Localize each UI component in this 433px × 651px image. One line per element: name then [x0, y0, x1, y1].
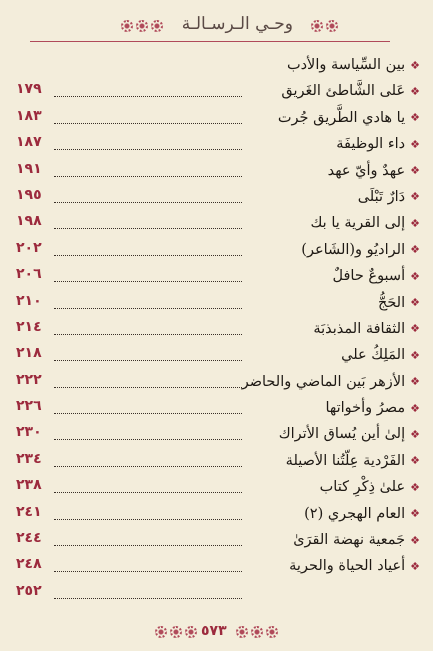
header-rule [30, 41, 390, 42]
toc-entry [333, 268, 420, 284]
diamond-bullet-icon: ❖ [410, 559, 420, 573]
toc-row [14, 264, 420, 290]
toc-row [14, 422, 420, 448]
toc-page-number: ٢٠٢ [16, 239, 42, 256]
toc-page-number: ٢٥٢ [16, 582, 42, 599]
toc-row [14, 211, 420, 237]
toc-page-number: ١٧٩ [16, 81, 42, 98]
dotted-leader [54, 149, 242, 150]
toc-entry-title: يا هادي الطَّريق جُرت [277, 109, 406, 126]
diamond-bullet-icon: ❖ [410, 216, 420, 230]
toc-entry-title: الثقافة المذبذبَة [313, 320, 406, 337]
running-header [0, 14, 433, 42]
dotted-leader [54, 413, 242, 414]
toc-page-number: ١٨٣ [16, 107, 42, 124]
diamond-bullet-icon: ❖ [410, 58, 420, 72]
dotted-leader [54, 360, 242, 361]
dotted-leader [54, 255, 242, 256]
toc-row [14, 343, 420, 369]
toc-entry-title: جَمعية نهضة القرَىٰ [293, 532, 406, 549]
rosette-ornament-icon [170, 626, 182, 638]
toc-row [14, 53, 420, 79]
toc-page-number: ١٩٥ [16, 186, 42, 203]
rosette-ornament-icon [185, 626, 197, 638]
diamond-bullet-icon: ❖ [410, 375, 420, 389]
toc-page-number: ٢٤٤ [16, 530, 42, 547]
toc-entry-title: أسبوعٌ حافلٌ [332, 268, 406, 285]
diamond-bullet-icon: ❖ [410, 84, 420, 98]
running-header-title: وحـي الـرسـالـة [181, 14, 293, 34]
toc-page-number: ٢٣٨ [16, 477, 42, 494]
dotted-leader [54, 387, 242, 388]
diamond-bullet-icon: ❖ [410, 533, 420, 547]
toc-page-number: ٢٣٤ [16, 450, 42, 467]
toc-row [14, 554, 420, 580]
diamond-bullet-icon: ❖ [410, 269, 420, 283]
toc-page-number: ٢٣٠ [16, 424, 42, 441]
diamond-bullet-icon: ❖ [410, 480, 420, 494]
toc-entry-title: العام الهجري (٢) [304, 505, 406, 522]
diamond-bullet-icon: ❖ [410, 427, 420, 441]
rosette-ornament-icon [311, 20, 323, 32]
diamond-bullet-icon: ❖ [410, 137, 420, 151]
toc-page-number: ١٩١ [16, 160, 42, 177]
dotted-leader [54, 334, 242, 335]
diamond-bullet-icon: ❖ [410, 322, 420, 336]
rosette-ornament-icon [266, 626, 278, 638]
dotted-leader [54, 202, 242, 203]
toc-entry [336, 136, 420, 152]
dotted-leader [54, 308, 242, 309]
dotted-leader [54, 96, 242, 97]
toc-entry [281, 83, 420, 99]
toc-entry [313, 321, 420, 337]
diamond-bullet-icon: ❖ [410, 111, 420, 125]
dotted-leader [54, 439, 242, 440]
diamond-bullet-icon: ❖ [410, 348, 420, 362]
toc-entry [378, 295, 420, 311]
toc-row [14, 502, 420, 528]
toc-entry-title: علىٰ ذِكْرِ كتاب [319, 479, 406, 496]
toc-page-number: ١٩٨ [16, 213, 42, 230]
toc-entry [326, 400, 420, 416]
dotted-leader [54, 281, 242, 282]
dotted-leader [54, 571, 242, 572]
toc-row [14, 528, 420, 554]
toc-row [14, 449, 420, 475]
toc-page-number: ٢١٠ [16, 292, 42, 309]
toc-entry-title: مصرُ وأخواتها [325, 400, 406, 417]
rosette-ornament-icon [251, 626, 263, 638]
rosette-ornament-icon [236, 626, 248, 638]
toc-entry-title: الراديُو و(الشَاعر) [301, 241, 406, 258]
toc-entry-title: إلى القرية يا بك [310, 215, 406, 232]
toc-page-number: ٢٤١ [16, 503, 42, 520]
toc-entry-title: الأزهر بَين الماضي والحاضر [241, 373, 406, 390]
rosette-ornament-icon [155, 626, 167, 638]
toc-entry-title: أعياد الحياة والحرية [289, 558, 406, 575]
toc-row [14, 370, 420, 396]
diamond-bullet-icon: ❖ [410, 507, 420, 521]
dotted-leader [54, 492, 242, 493]
toc-entry-title: عَلى الشَّاطئ الغَريق [281, 83, 406, 100]
rosette-ornament-icon [151, 20, 163, 32]
toc-row [14, 396, 420, 422]
rosette-ornament-icon [136, 20, 148, 32]
toc-row [14, 291, 420, 317]
diamond-bullet-icon: ❖ [410, 164, 420, 178]
toc-row [14, 132, 420, 158]
dotted-leader [54, 466, 242, 467]
toc-entry-title: داء الوظيفَة [336, 136, 406, 153]
toc-page-number: ١٨٧ [16, 134, 42, 151]
toc-entry [242, 374, 420, 390]
toc-entry-title: عهدٌ وأيّ عهد [327, 162, 406, 179]
toc-entry [341, 347, 420, 363]
toc-entry [286, 453, 420, 469]
toc-entry-title: إلىٰ أين يُساق الأتراك [278, 426, 406, 443]
toc-row [14, 317, 420, 343]
toc-entry [320, 479, 420, 495]
page-footer [0, 622, 433, 646]
dotted-leader [54, 228, 242, 229]
table-of-contents [14, 53, 420, 607]
rosette-ornament-icon [326, 20, 338, 32]
toc-entry [289, 558, 420, 574]
toc-entry [287, 57, 420, 73]
toc-entry [278, 110, 420, 126]
toc-row [14, 581, 420, 607]
toc-entry [328, 163, 420, 179]
toc-row [14, 79, 420, 105]
diamond-bullet-icon: ❖ [410, 243, 420, 257]
dotted-leader [54, 598, 242, 599]
toc-row [14, 475, 420, 501]
toc-row [14, 238, 420, 264]
toc-page-number: ٢٢٦ [16, 398, 42, 415]
rosette-ornament-icon [121, 20, 133, 32]
diamond-bullet-icon: ❖ [410, 401, 420, 415]
toc-entry-title: الحَجُّ [377, 294, 406, 311]
toc-page-number: ٢٢٢ [16, 371, 42, 388]
toc-entry-title: المَلِكُ علي [341, 347, 406, 364]
toc-entry-title: بين السِّياسة والأدب [286, 57, 406, 73]
toc-page-number: ٢١٤ [16, 318, 42, 335]
toc-page-number: ٢٤٨ [16, 556, 42, 573]
toc-entry-title: دَارٌ تَبْلَى [357, 188, 406, 205]
dotted-leader [54, 519, 242, 520]
toc-row [14, 185, 420, 211]
dotted-leader [54, 545, 242, 546]
footer-page-number: ٥٧٣ [201, 623, 227, 639]
toc-entry [304, 506, 420, 522]
toc-entry [301, 242, 420, 258]
toc-entry-title: الفَرْدية عِلّتُنا الأصيلة [285, 452, 406, 469]
toc-row [14, 159, 420, 185]
diamond-bullet-icon: ❖ [410, 454, 420, 468]
toc-entry [293, 532, 420, 548]
toc-entry [279, 426, 420, 442]
dotted-leader [54, 176, 242, 177]
toc-row [14, 106, 420, 132]
diamond-bullet-icon: ❖ [410, 296, 420, 310]
toc-page-number: ٢٠٦ [16, 266, 42, 283]
diamond-bullet-icon: ❖ [410, 190, 420, 204]
dotted-leader [54, 123, 242, 124]
toc-entry [310, 215, 420, 231]
toc-entry [358, 189, 420, 205]
toc-page-number: ٢١٨ [16, 345, 42, 362]
